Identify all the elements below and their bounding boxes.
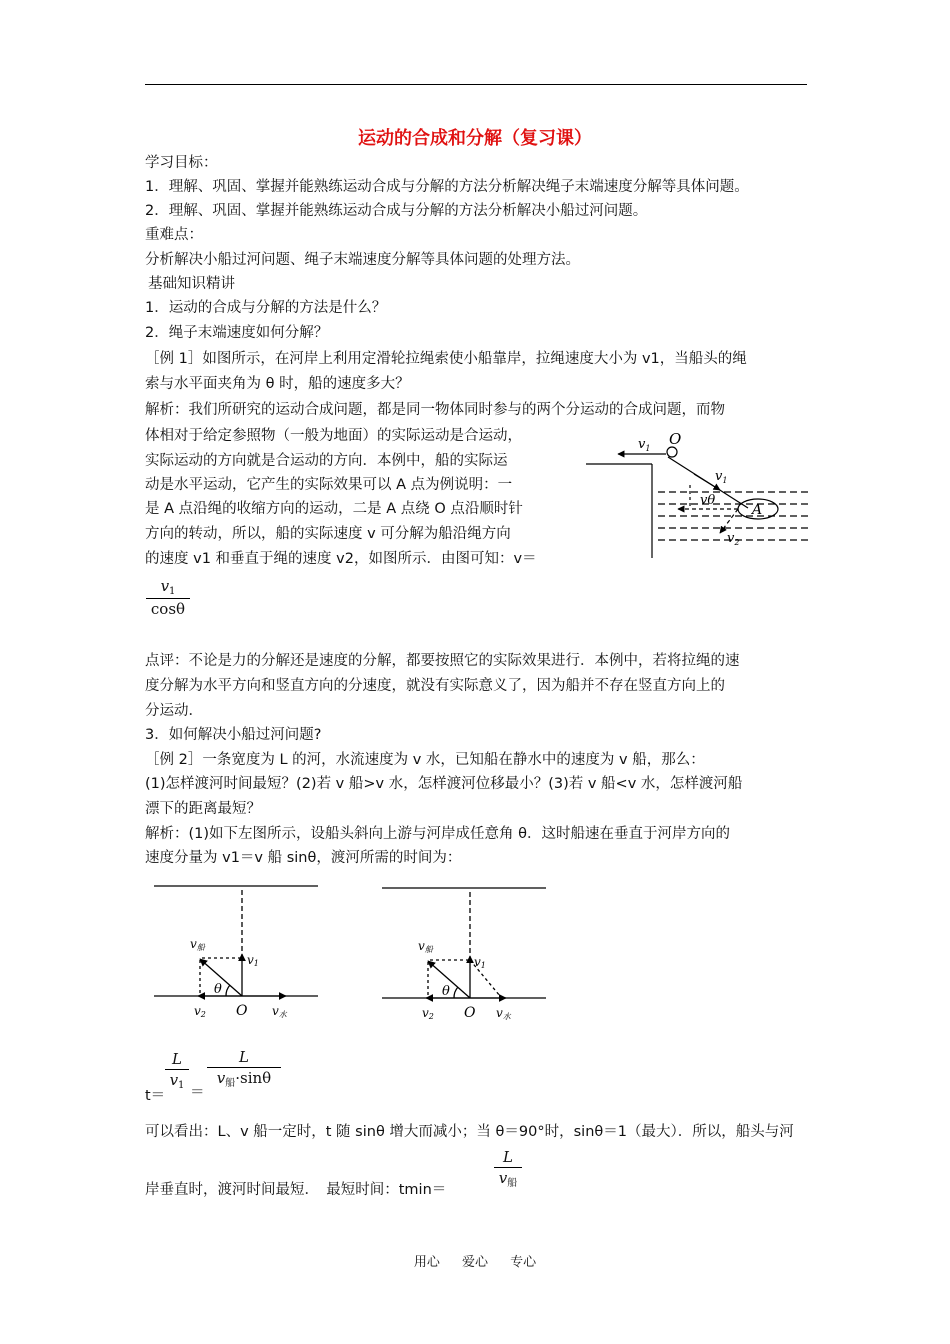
point-o-label: O xyxy=(464,1005,476,1020)
formula-t-fraction-1: $\frac{L}{v_1}$ xyxy=(165,1050,189,1091)
text-line: 重难点： xyxy=(145,227,203,243)
text-line: 实际运动的方向就是合运动的方向．本例中，船的实际运 xyxy=(145,453,508,469)
text-line: 的速度 v1 和垂直于绳的速度 v2，如图所示．由图可知：v＝ xyxy=(145,551,537,567)
text-line: 度分解为水平方向和竖直方向的分速度，就没有实际意义了，因为船并不存在竖直方向上的 xyxy=(145,678,725,694)
page-title: 运动的合成和分解（复习课） xyxy=(358,128,592,149)
formula-tmin: L $v_船$ xyxy=(494,1148,522,1189)
text-line: 体相对于给定参照物（一般为地面）的实际运动是合运动， xyxy=(145,428,522,444)
v1-label: v1 xyxy=(474,955,486,970)
text-line: 解析：(1)如下左图所示，设船头斜向上游与河岸成任意角 θ．这时船速在垂直于河岸方向的 xyxy=(145,826,731,842)
section-heading: 基础知识精讲 xyxy=(148,276,235,292)
v1-rope-label: $v_1$ xyxy=(715,469,728,485)
text-line: 学习目标： xyxy=(145,155,218,171)
v1-label: $v_1$ xyxy=(638,437,651,453)
v2-label: v2 xyxy=(194,1004,206,1019)
v-water-label: v水 xyxy=(496,1006,511,1020)
text-line: 索与水平面夹角为 θ 时，船的速度多大？ xyxy=(145,376,410,392)
text-line: 1．运动的合成与分解的方法是什么？ xyxy=(145,300,387,316)
text-line: 方向的转动，所以，船的实际速度 v 可分解为船沿绳方向 xyxy=(145,526,511,542)
text-line: ［例 1］如图所示，在河岸上利用定滑轮拉绳索使小船靠岸，拉绳速度大小为 v1，当船头的绳 xyxy=(145,351,747,367)
v2-label: v2 xyxy=(422,1006,434,1020)
text-line: 分运动． xyxy=(145,703,203,719)
river-crossing-figure-right xyxy=(378,880,553,1020)
formula-v: $\frac{v_1}{\cos\theta}$ xyxy=(146,577,190,618)
text-line: 是 A 点沿绳的收缩方向的运动，二是 A 点绕 O 点沿顺时针 xyxy=(145,501,523,517)
text-line: ［例 2］一条宽度为 L 的河，水流速度为 v 水，已知船在静水中的速度为 v 船，那么： xyxy=(145,752,705,768)
pulley-boat-figure xyxy=(582,430,814,562)
text-line: 1．理解、巩固、掌握并能熟练运动合成与分解的方法分析解决绳子末端速度分解等具体问题。 xyxy=(145,179,749,195)
text-line: 漂下的距离最短？ xyxy=(145,801,261,817)
v-boat-label: v船 xyxy=(418,939,433,954)
text-line: 解析：我们所研究的运动合成问题，都是同一物体同时参与的两个分运动的合成问题，而物 xyxy=(145,402,725,418)
point-o-label: O xyxy=(669,430,682,448)
text-line: 分析解决小船过河问题、绳子末端速度分解等具体问题的处理方法。 xyxy=(145,252,580,268)
text-line: 可以看出：L、v 船一定时，t 随 sinθ 增大而减小；当 θ＝90°时，sinθ＝1（最大）．所以，船头与河 xyxy=(145,1124,794,1140)
v-theta-label: vθ xyxy=(700,493,716,508)
text-line: 3．如何解决小船过河问题? xyxy=(145,727,322,743)
page-footer: 用心 爱心 专心 xyxy=(413,1255,537,1270)
v2-label: $v_2$ xyxy=(727,531,740,547)
point-a-label: A xyxy=(752,502,763,518)
river-crossing-figure-left xyxy=(150,880,325,1020)
text-line: 2．绳子末端速度如何分解？ xyxy=(145,325,329,341)
formula-t-prefix: t＝ xyxy=(145,1088,166,1104)
text-line: 速度分量为 v1＝v 船 sinθ，渡河所需的时间为： xyxy=(145,850,462,866)
text-line: 2．理解、巩固、掌握并能熟练运动合成与分解的方法分析解决小船过河问题。 xyxy=(145,203,648,219)
text-line: 动是水平运动，它产生的实际效果可以 A 点为例说明：一 xyxy=(145,477,513,493)
formula-t-equals: ＝ xyxy=(190,1085,205,1101)
v-water-label: v水 xyxy=(272,1004,287,1019)
formula-t-fraction-2: L $v_船\cdot\sin\theta$ xyxy=(207,1048,281,1089)
point-o-label: O xyxy=(236,1003,248,1019)
text-line: (1)怎样渡河时间最短？(2)若 v 船>v 水，怎样渡河位移最小？(3)若 v 船<v 水，怎样渡河船 xyxy=(145,776,743,792)
text-line: 点评：不论是力的分解还是速度的分解，都要按照它的实际效果进行．本例中，若将拉绳的速 xyxy=(145,653,740,669)
theta-label: θ xyxy=(214,982,222,997)
header-rule xyxy=(145,84,807,85)
theta-label: θ xyxy=(442,984,450,999)
v1-label: v1 xyxy=(247,953,259,968)
text-line: 岸垂直时，渡河时间最短． 最短时间：tmin＝ xyxy=(145,1182,447,1198)
v-boat-label: v船 xyxy=(190,937,205,952)
